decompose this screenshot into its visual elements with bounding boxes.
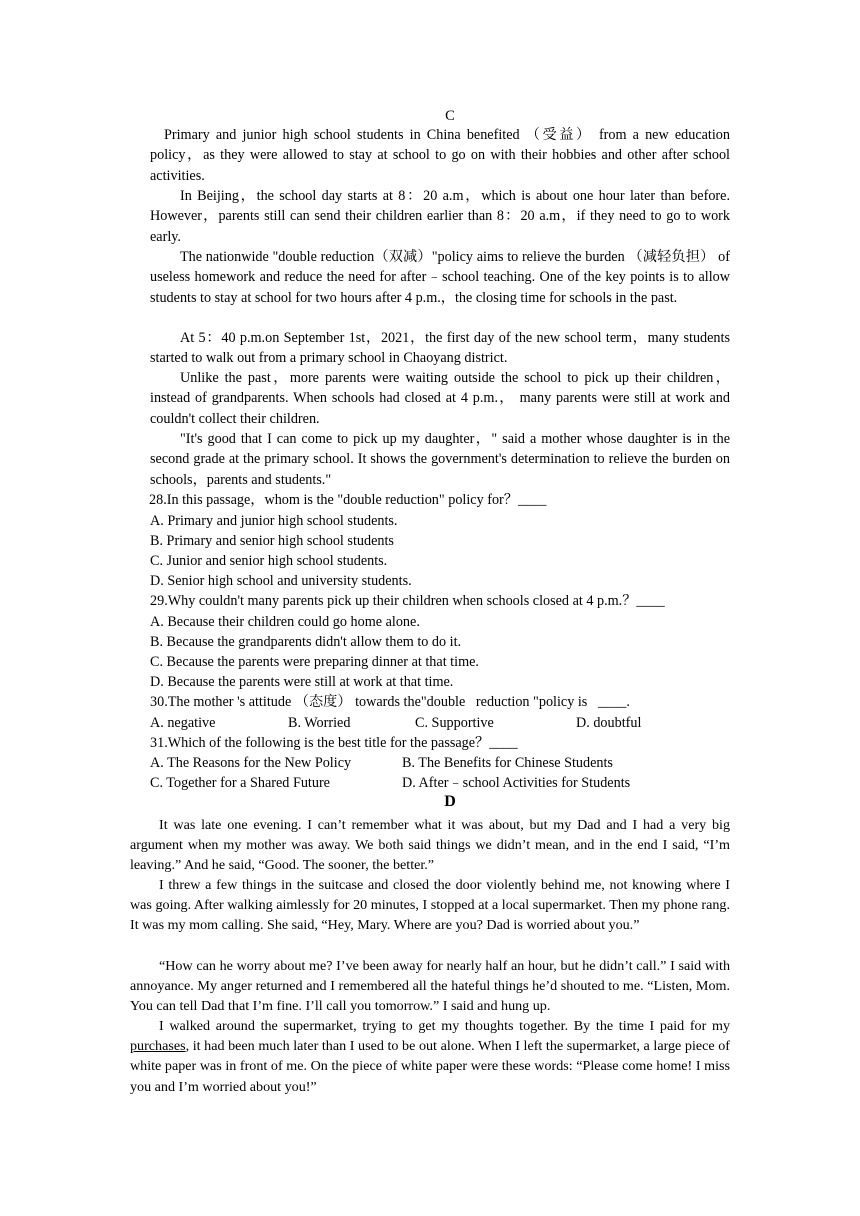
question-30-option-a: A. negative xyxy=(150,715,216,731)
question-28-option-c: C. Junior and senior high school students. xyxy=(150,553,388,569)
question-29-option-d: D. Because the parents were still at work at that time. xyxy=(150,674,454,690)
c-paragraph-1: Primary and junior high school students in China benefited （受益） from a new education policy，as they were allowed to stay at school to go on with their hobbies and other after school activities. xyxy=(150,127,730,184)
question-28-option-b: B. Primary and senior high school students xyxy=(150,533,394,549)
d-paragraph-1: It was late one evening. I can’t remember what it was about, but my Dad and I had a very big argument when my mother was away. We both said things we didn’t mean, and in the end I said, “I’m leaving.” And he said, “Good. The sooner, the better.” xyxy=(130,817,730,874)
question-30-option-c: C. Supportive xyxy=(415,715,494,731)
question-30-stem: 30.The mother 's attitude （态度） towards the"double reduction "policy is ____. xyxy=(150,694,630,710)
question-29-option-c: C. Because the parents were preparing dinner at that time. xyxy=(150,654,479,670)
underlined-word-purchases: purchases xyxy=(130,1038,186,1055)
question-31-option-d: D. After﹣school Activities for Students xyxy=(402,775,631,791)
section-c-heading: C xyxy=(445,108,455,124)
question-28-option-a: A. Primary and junior high school students. xyxy=(150,513,398,529)
question-29-option-b: B. Because the grandparents didn't allow them to do it. xyxy=(150,634,462,650)
c-paragraph-3: The nationwide "double reduction（双减）"policy aims to relieve the burden （减轻负担） of useless homework and reduce the need for after﹣school teaching. One of the key points is to allow students to stay at school for two hours after 4 p.m.，the closing time for schools in the past. xyxy=(150,249,730,306)
question-28-stem: 28.In this passage，whom is the "double reduction" policy for？____ xyxy=(149,492,547,508)
d-paragraph-3: “How can he worry about me? I’ve been away for nearly half an hour, but he didn’t call.” I said with annoyance. My anger returned and I remembered all the hateful things he’d shouted to me. “Listen, Mom. You can tell Dad that I’m fine. I’ll call you tomorrow.” I said and hung up. xyxy=(130,958,730,1015)
question-31-option-b: B. The Benefits for Chinese Students xyxy=(402,755,613,771)
question-31-option-a: A. The Reasons for the New Policy xyxy=(150,755,352,771)
c-paragraph-2: In Beijing，the school day starts at 8：20 a.m，which is about one hour later than before. However，parents still can send their children earlier than 8：20 a.m，if they need to go to work early. xyxy=(150,188,730,245)
section-d-heading: D xyxy=(444,793,456,810)
d-paragraph-2: I threw a few things in the suitcase and closed the door violently behind me, not knowing where I was going. After walking aimlessly for 20 minutes, I stopped at a local supermarket. Then my phone rang. It was my mom calling. She said, “Hey, Mary. Where are you? Dad is worried about you.” xyxy=(130,877,730,934)
question-31-option-c: C. Together for a Shared Future xyxy=(150,775,330,791)
question-30-option-d: D. doubtful xyxy=(576,715,642,731)
question-31-stem: 31.Which of the following is the best title for the passage？____ xyxy=(150,735,518,751)
d-paragraph-4: I walked around the supermarket, trying to get my thoughts together. By the time I paid for my purchases, it had been much later than I used to be out alone. When I left the supermarket, a large piece of white paper was in front of me. On the piece of white paper were these words: “Please come home! I miss you and I’m worried about you!” xyxy=(130,1018,730,1095)
question-28-option-d: D. Senior high school and university students. xyxy=(150,573,412,589)
question-29-option-a: A. Because their children could go home alone. xyxy=(150,614,420,630)
c-paragraph-5: Unlike the past，more parents were waiting outside the school to pick up their children，instead of grandparents. When schools had closed at 4 p.m.， many parents were still at work and couldn't collect their children. xyxy=(150,370,730,427)
question-30-option-b: B. Worried xyxy=(288,715,351,731)
c-paragraph-4: At 5：40 p.m.on September 1st，2021，the first day of the new school term，many students started to walk out from a primary school in Chaoyang district. xyxy=(150,330,730,367)
c-paragraph-6: "It's good that I can come to pick up my daughter，" said a mother whose daughter is in the second grade at the primary school. It shows the government's determination to relieve the burden on schools，parents and students." xyxy=(150,431,730,488)
question-29-stem: 29.Why couldn't many parents pick up their children when schools closed at 4 p.m.？____ xyxy=(150,593,665,609)
